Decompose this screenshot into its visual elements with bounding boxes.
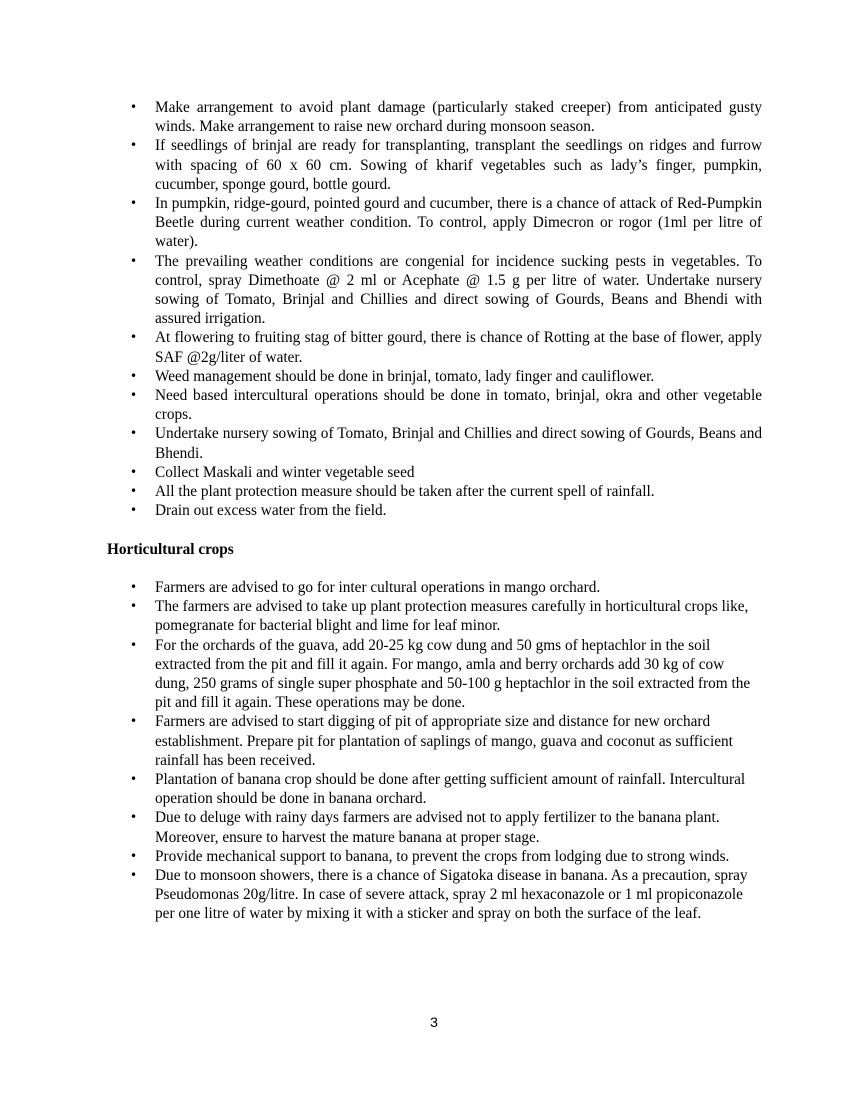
list-item: • Due to monsoon showers, there is a chance of Sigatoka disease in banana. As a precaution, spray Pseudomonas 20g/litre. In case of severe attack, spray 2 ml hexaconazole or 1 ml propiconazole per one litre of water by mixing it with a sticker and spray on both the surface of the leaf. bbox=[155, 866, 762, 924]
list-item: • Make arrangement to avoid plant damage (particularly staked creeper) from anticipated gusty winds. Make arrangement to raise new orchard during monsoon season. bbox=[155, 98, 762, 136]
list-item: • Weed management should be done in brinjal, tomato, lady finger and cauliflower. bbox=[155, 367, 762, 386]
list-item: • At flowering to fruiting stag of bitter gourd, there is chance of Rotting at the base of flower, apply SAF @2g/liter of water. bbox=[155, 328, 762, 366]
list-item: • Farmers are advised to start digging of pit of appropriate size and distance for new orchard establishment. Prepare pit for plantation of saplings of mango, guava and coconut as sufficient rainfall has been received. bbox=[155, 712, 762, 770]
list-item: • The prevailing weather conditions are congenial for incidence sucking pests in vegetables. To control, spray Dimethoate @ 2 ml or Acephate @ 1.5 g per litre of water. Undertake nursery sowing of Tomato, Brinjal and Chillies and direct sowing of Gourds, Beans and Bhendi with assured irrigation. bbox=[155, 252, 762, 329]
list-item: • The farmers are advised to take up plant protection measures carefully in horticultural crops like, pomegranate for bacterial blight and lime for leaf minor. bbox=[155, 597, 762, 635]
list-item: • Collect Maskali and winter vegetable seed bbox=[155, 463, 762, 482]
list-item: • Drain out excess water from the field. bbox=[155, 501, 762, 520]
list-item: • For the orchards of the guava, add 20-25 kg cow dung and 50 gms of heptachlor in the soil extracted from the pit and fill it again. For mango, amla and berry orchards add 30 kg of cow dung, 250 grams of single super phosphate and 50-100 g heptachlor in the soil extracted from the pit and fill it again. These operations may be done. bbox=[155, 636, 762, 713]
list-item: • Farmers are advised to go for inter cultural operations in mango orchard. bbox=[155, 578, 762, 597]
list-item: • Plantation of banana crop should be done after getting sufficient amount of rainfall. Intercultural operation should be done in banana orchard. bbox=[155, 770, 762, 808]
list-item: • All the plant protection measure should be taken after the current spell of rainfall. bbox=[155, 482, 762, 501]
page-number: 3 bbox=[430, 1014, 438, 1030]
list-item: • If seedlings of brinjal are ready for transplanting, transplant the seedlings on ridges and furrow with spacing of 60 x 60 cm. Sowing of kharif vegetables such as lady’s finger, pumpkin, cucumber, sponge gourd, bottle gourd. bbox=[155, 136, 762, 194]
list-item: • Provide mechanical support to banana, to prevent the crops from lodging due to strong winds. bbox=[155, 847, 762, 866]
horticulture-advisory-list bbox=[155, 578, 762, 924]
list-item: • Due to deluge with rainy days farmers are advised not to apply fertilizer to the banana plant. Moreover, ensure to harvest the mature banana at proper stage. bbox=[155, 808, 762, 846]
list-item: • In pumpkin, ridge-gourd, pointed gourd and cucumber, there is a chance of attack of Red-Pumpkin Beetle during current weather condition. To control, apply Dimecron or rogor (1ml per litre of water). bbox=[155, 194, 762, 252]
vegetable-advisory-list bbox=[155, 98, 762, 520]
section-heading: Horticultural crops bbox=[107, 541, 234, 558]
list-item: • Undertake nursery sowing of Tomato, Brinjal and Chillies and direct sowing of Gourds, Beans and Bhendi. bbox=[155, 424, 762, 462]
list-item: • Need based intercultural operations should be done in tomato, brinjal, okra and other vegetable crops. bbox=[155, 386, 762, 424]
